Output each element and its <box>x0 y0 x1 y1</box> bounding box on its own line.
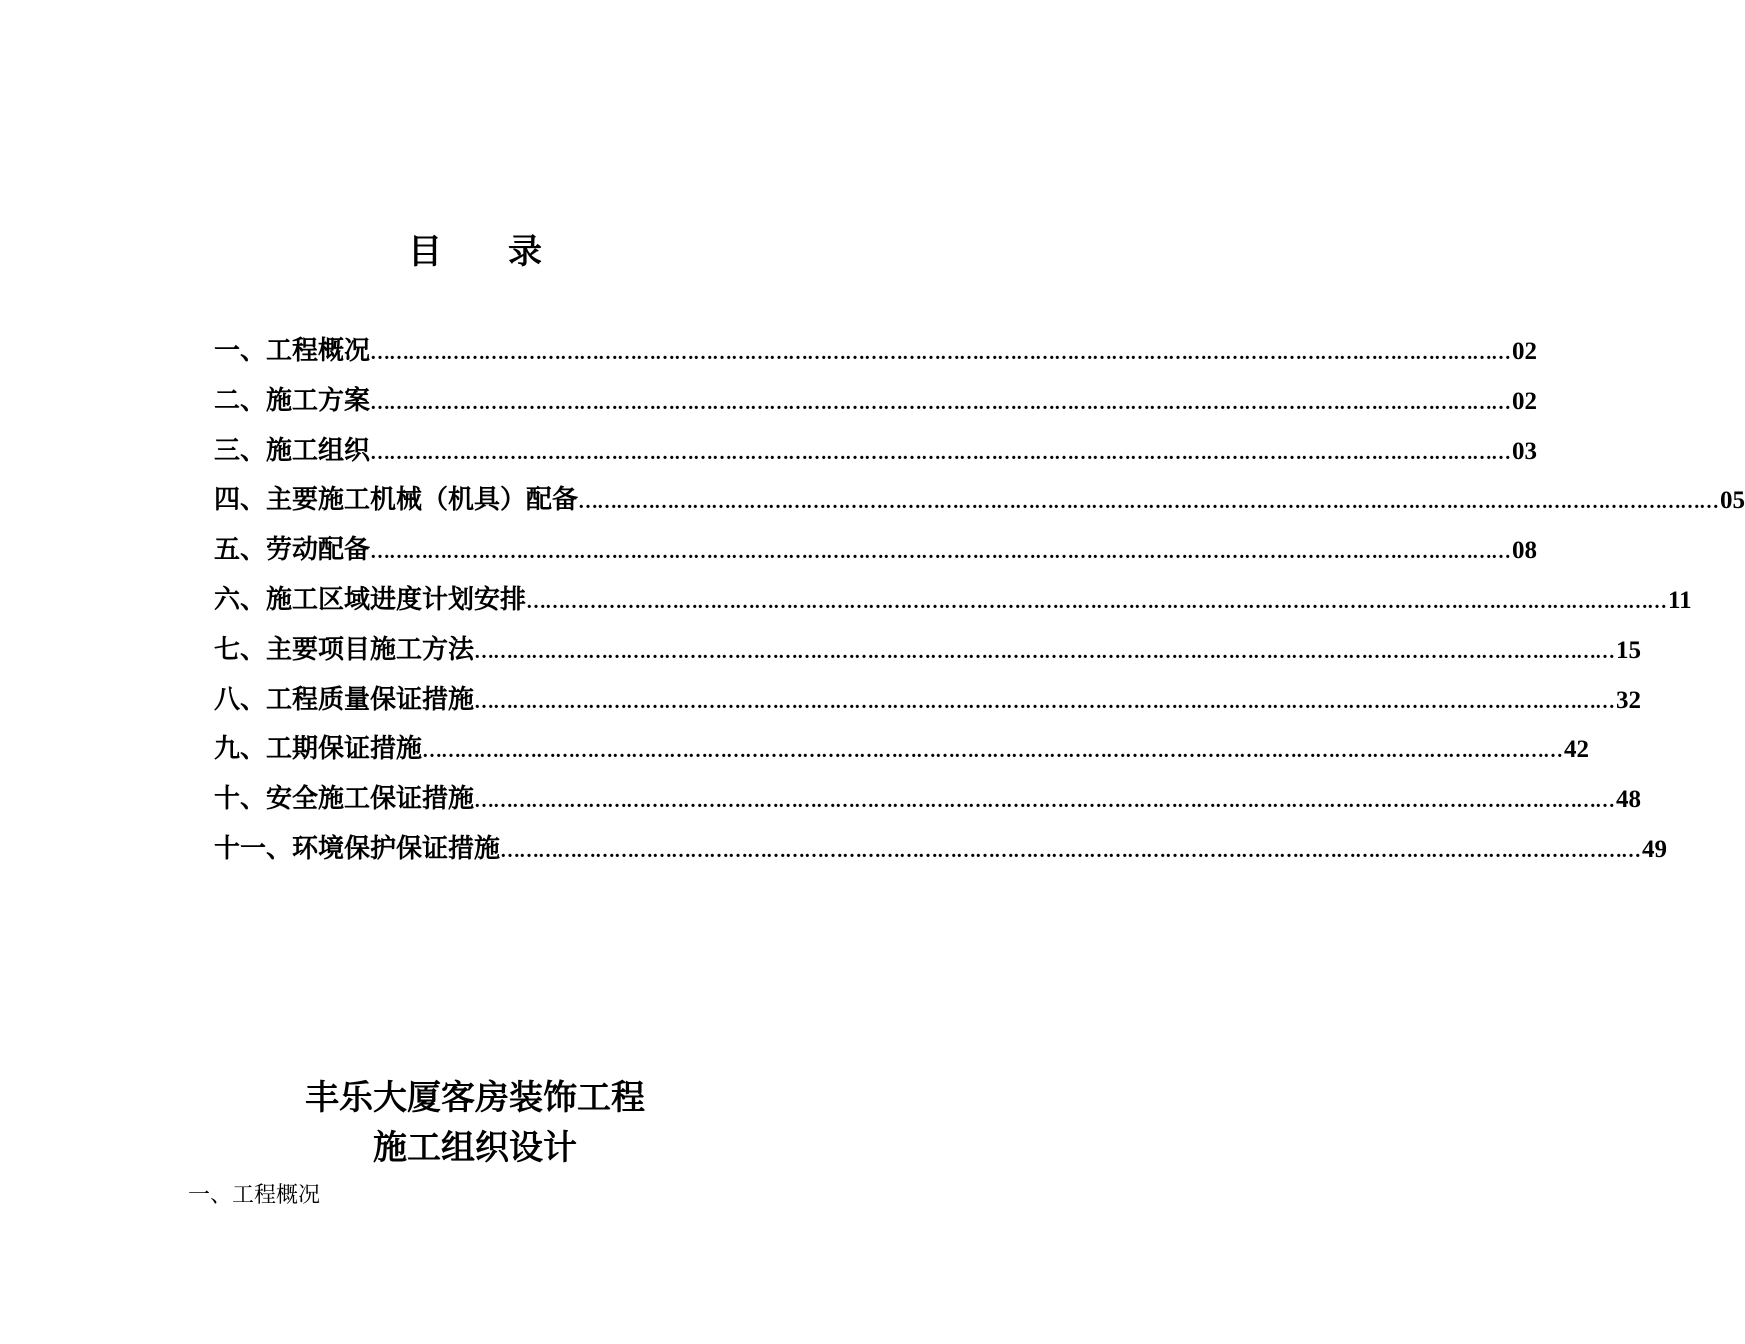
toc-title <box>0 228 950 276</box>
toc-item-label: 十、安全施工保证措施 <box>214 784 475 815</box>
toc-item-label: 四、主要施工机械（机具）配备 <box>214 485 579 516</box>
toc-item-label: 九、工期保证措施 <box>214 734 423 765</box>
toc-item[interactable] <box>214 629 1642 679</box>
toc-item-page: 02 <box>1512 338 1538 365</box>
toc-item-label: 十一、环境保护保证措施 <box>214 833 501 864</box>
toc-dot-leader: ……………………………………………………………………………………………………………………………………………………………… <box>500 839 1641 862</box>
toc-item-label: 七、主要项目施工方法 <box>214 634 475 665</box>
toc-item[interactable] <box>214 380 1538 430</box>
toc-item-label: 三、施工组织 <box>214 435 371 466</box>
toc-item-page: 03 <box>1512 437 1538 465</box>
toc-item-page: 42 <box>1564 736 1590 764</box>
toc-item-label: 二、施工方案 <box>214 385 371 416</box>
toc-item-page: 05 <box>1720 487 1745 515</box>
toc-item-page: 11 <box>1668 586 1692 614</box>
toc-title-right: 录 <box>508 232 542 272</box>
toc-title-left: 目 <box>408 232 442 272</box>
toc-dot-leader: ……………………………………………………………………………………………………………………………………………………………… <box>370 342 1511 364</box>
toc-item-page: 02 <box>1512 387 1538 415</box>
toc-dot-leader: ……………………………………………………………………………………………………………………………………………………………… <box>526 590 1667 613</box>
document-subtitle: 施工组织设计 <box>373 1128 577 1168</box>
toc-item-label: 一、工程概况 <box>214 336 371 366</box>
toc-item[interactable] <box>214 330 1538 380</box>
toc-item-label: 八、工程质量保证措施 <box>214 684 475 715</box>
toc-dot-leader: ……………………………………………………………………………………………………………………………………………………………… <box>474 790 1615 813</box>
toc-dot-leader: ……………………………………………………………………………………………………………………………………………………………… <box>370 541 1511 564</box>
toc-item-page: 15 <box>1616 636 1642 664</box>
toc-item[interactable] <box>214 529 1538 579</box>
toc-item-page: 08 <box>1512 537 1538 565</box>
toc-item-label: 五、劳动配备 <box>214 535 371 566</box>
toc-dot-leader: ……………………………………………………………………………………………………………………………………………………………… <box>474 640 1615 663</box>
toc-item-page: 32 <box>1616 686 1642 714</box>
toc-item[interactable] <box>214 430 1538 480</box>
toc-item[interactable] <box>214 728 1590 778</box>
section-heading: 一、工程概况 <box>188 1183 321 1208</box>
toc-dot-leader: ……………………………………………………………………………………………………………………………………………………………… <box>370 391 1511 414</box>
toc-item[interactable] <box>214 579 1692 629</box>
toc-dot-leader: ……………………………………………………………………………………………………………………………………………………………… <box>370 441 1511 464</box>
toc-dot-leader: ……………………………………………………………………………………………………………………………………………………………… <box>474 690 1615 713</box>
toc-dot-leader: ……………………………………………………………………………………………………………………………………………………………… <box>422 740 1563 763</box>
toc-item-page: 49 <box>1642 835 1668 863</box>
toc-item[interactable] <box>214 828 1668 878</box>
toc-item[interactable] <box>214 679 1642 729</box>
toc-dot-leader: ……………………………………………………………………………………………………………………………………………………………… <box>578 491 1719 514</box>
toc-item[interactable] <box>214 479 1745 529</box>
toc-item[interactable] <box>214 778 1642 828</box>
document-title: 丰乐大厦客房装饰工程 <box>305 1078 645 1118</box>
toc-item-label: 六、施工区域进度计划安排 <box>214 584 527 615</box>
toc-list <box>214 330 1745 878</box>
toc-item-page: 48 <box>1616 786 1642 814</box>
